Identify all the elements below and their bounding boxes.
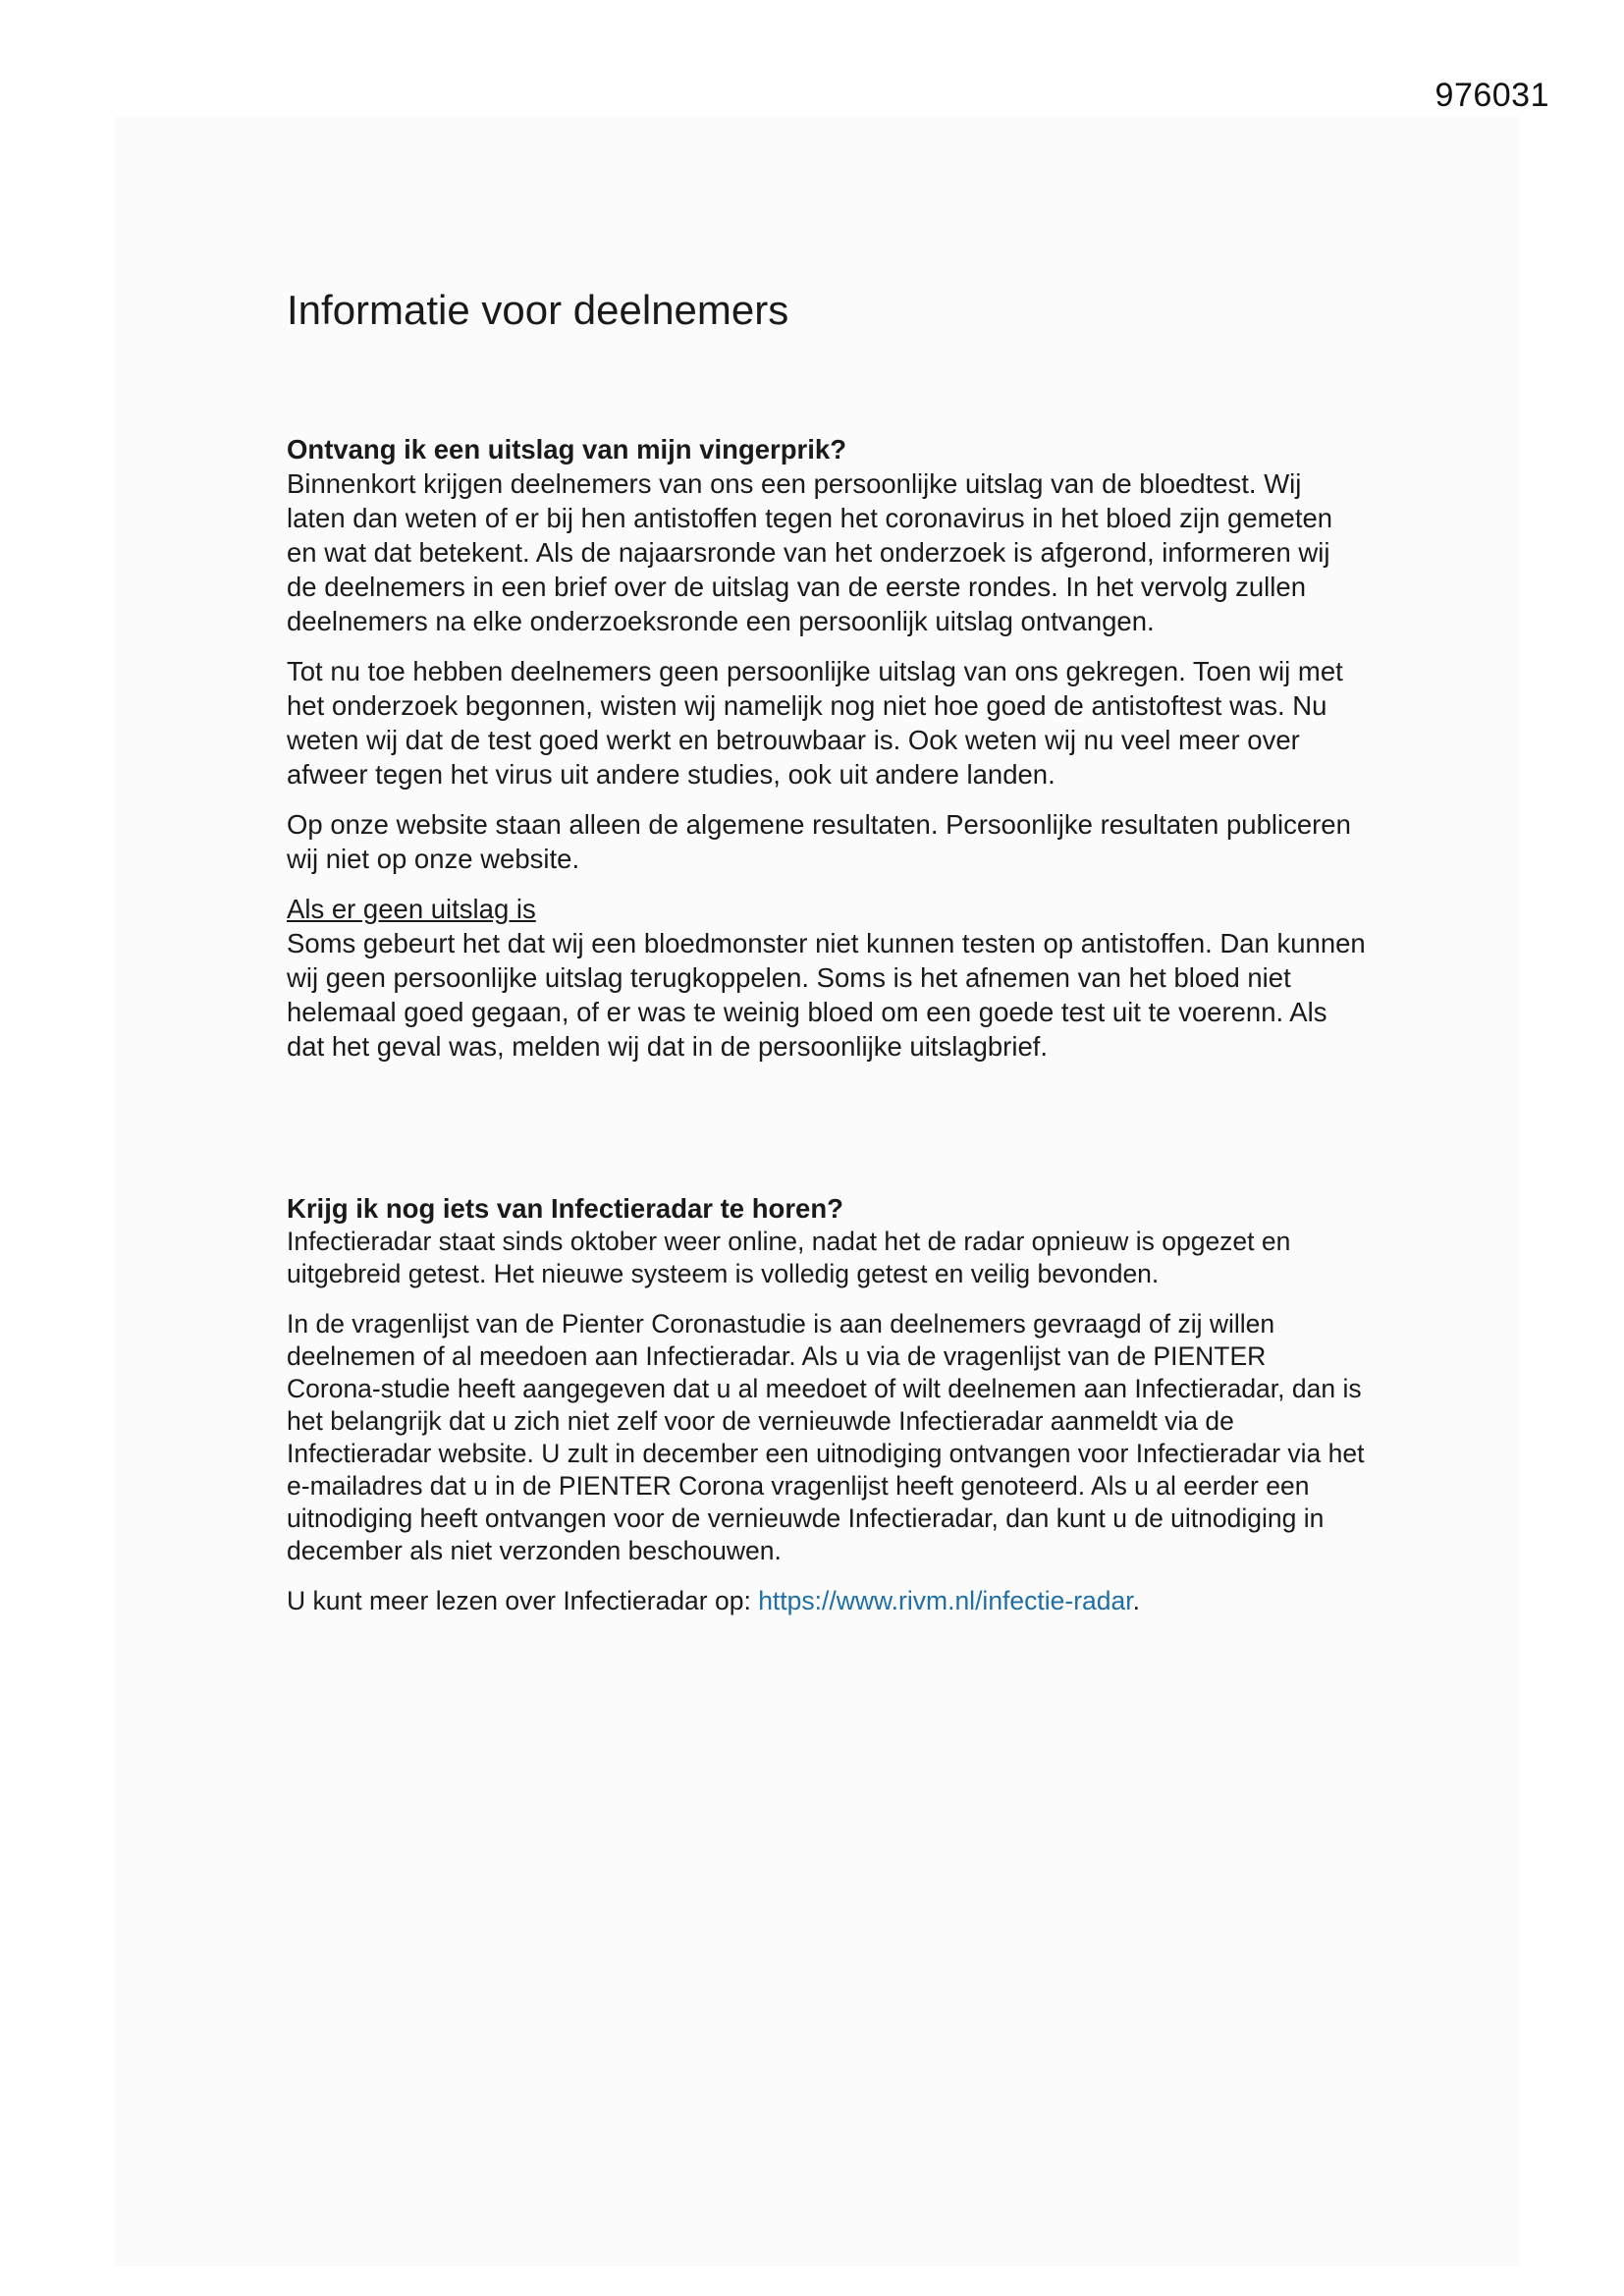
document-number: 976031 xyxy=(1435,77,1549,114)
section-vingerprik xyxy=(287,432,1367,1064)
page-title: Informatie voor deelnemers xyxy=(287,287,789,333)
paragraph: Op onze website staan alleen de algemene resultaten. Persoonlijke resultaten publiceren wij niet op onze website. xyxy=(287,809,1351,874)
more-info-suffix: . xyxy=(1132,1586,1140,1615)
paragraph: Tot nu toe hebben deelnemers geen persoonlijke uitslag van ons gekregen. Toen wij met het onderzoek begonnen, wisten wij namelijk nog niet hoe goed de antistoftest was. Nu weten wij dat de test goed werkt en betrouwbaar is. Ook weten wij nu veel meer over afweer tegen het virus uit andere studies, ook uit andere landen. xyxy=(287,656,1343,790)
more-info-prefix: U kunt meer lezen over Infectieradar op: xyxy=(287,1586,759,1615)
document-body xyxy=(287,287,1367,1617)
more-info-line xyxy=(287,1585,1367,1617)
infectieradar-link[interactable]: https://www.rivm.nl/infectie-radar xyxy=(758,1586,1133,1615)
paragraph: Infectieradar staat sinds oktober weer online, nadat het de radar opnieuw is opgezet en uitgebreid getest. Het nieuwe systeem is volledig getest en veilig bevonden. xyxy=(287,1227,1291,1288)
subheading-geen-uitslag: Als er geen uitslag is xyxy=(287,894,536,924)
section-heading: Ontvang ik een uitslag van mijn vingerprik? xyxy=(287,434,846,465)
section-infectieradar xyxy=(287,1191,1367,1617)
section-heading: Krijg ik nog iets van Infectieradar te horen? xyxy=(287,1193,843,1224)
paragraph: Soms gebeurt het dat wij een bloedmonster niet kunnen testen op antistoffen. Dan kunnen wij geen persoonlijke uitslag terugkoppelen. Soms is het afnemen van het bloed niet helemaal goed gegaan, of er was te weinig bloed om een goede test uit te voerenn. Als dat het geval was, melden wij dat in de persoonlijke uitslagbrief. xyxy=(287,928,1366,1062)
paragraph: In de vragenlijst van de Pienter Coronastudie is aan deelnemers gevraagd of zij willen deelnemen of al meedoen aan Infectieradar. Als u via de vragenlijst van de PIENTER Corona-studie heeft aangegeven dat u al meedoet of wilt deelnemen aan Infectieradar, dan is het belangrijk dat u zich niet zelf voor de vernieuwde Infectieradar aanmeldt via de Infectieradar website. U zult in december een uitnodiging ontvangen voor Infectieradar via het e-mailadres dat u in de PIENTER Corona vragenlijst heeft genoteerd. Als u al eerder een uitnodiging heeft ontvangen voor de vernieuwde Infectieradar, dan kunt u de uitnodiging in december als niet verzonden beschouwen. xyxy=(287,1309,1365,1565)
paragraph: Binnenkort krijgen deelnemers van ons een persoonlijke uitslag van de bloedtest. Wij laten dan weten of er bij hen antistoffen tegen het coronavirus in het bloed zijn gemeten en wat dat betekent. Als de najaarsronde van het onderzoek is afgerond, informeren wij de deelnemers in een brief over de uitslag van de eerste rondes. In het vervolg zullen deelnemers na elke onderzoeksronde een persoonlijk uitslag ontvangen. xyxy=(287,468,1333,636)
